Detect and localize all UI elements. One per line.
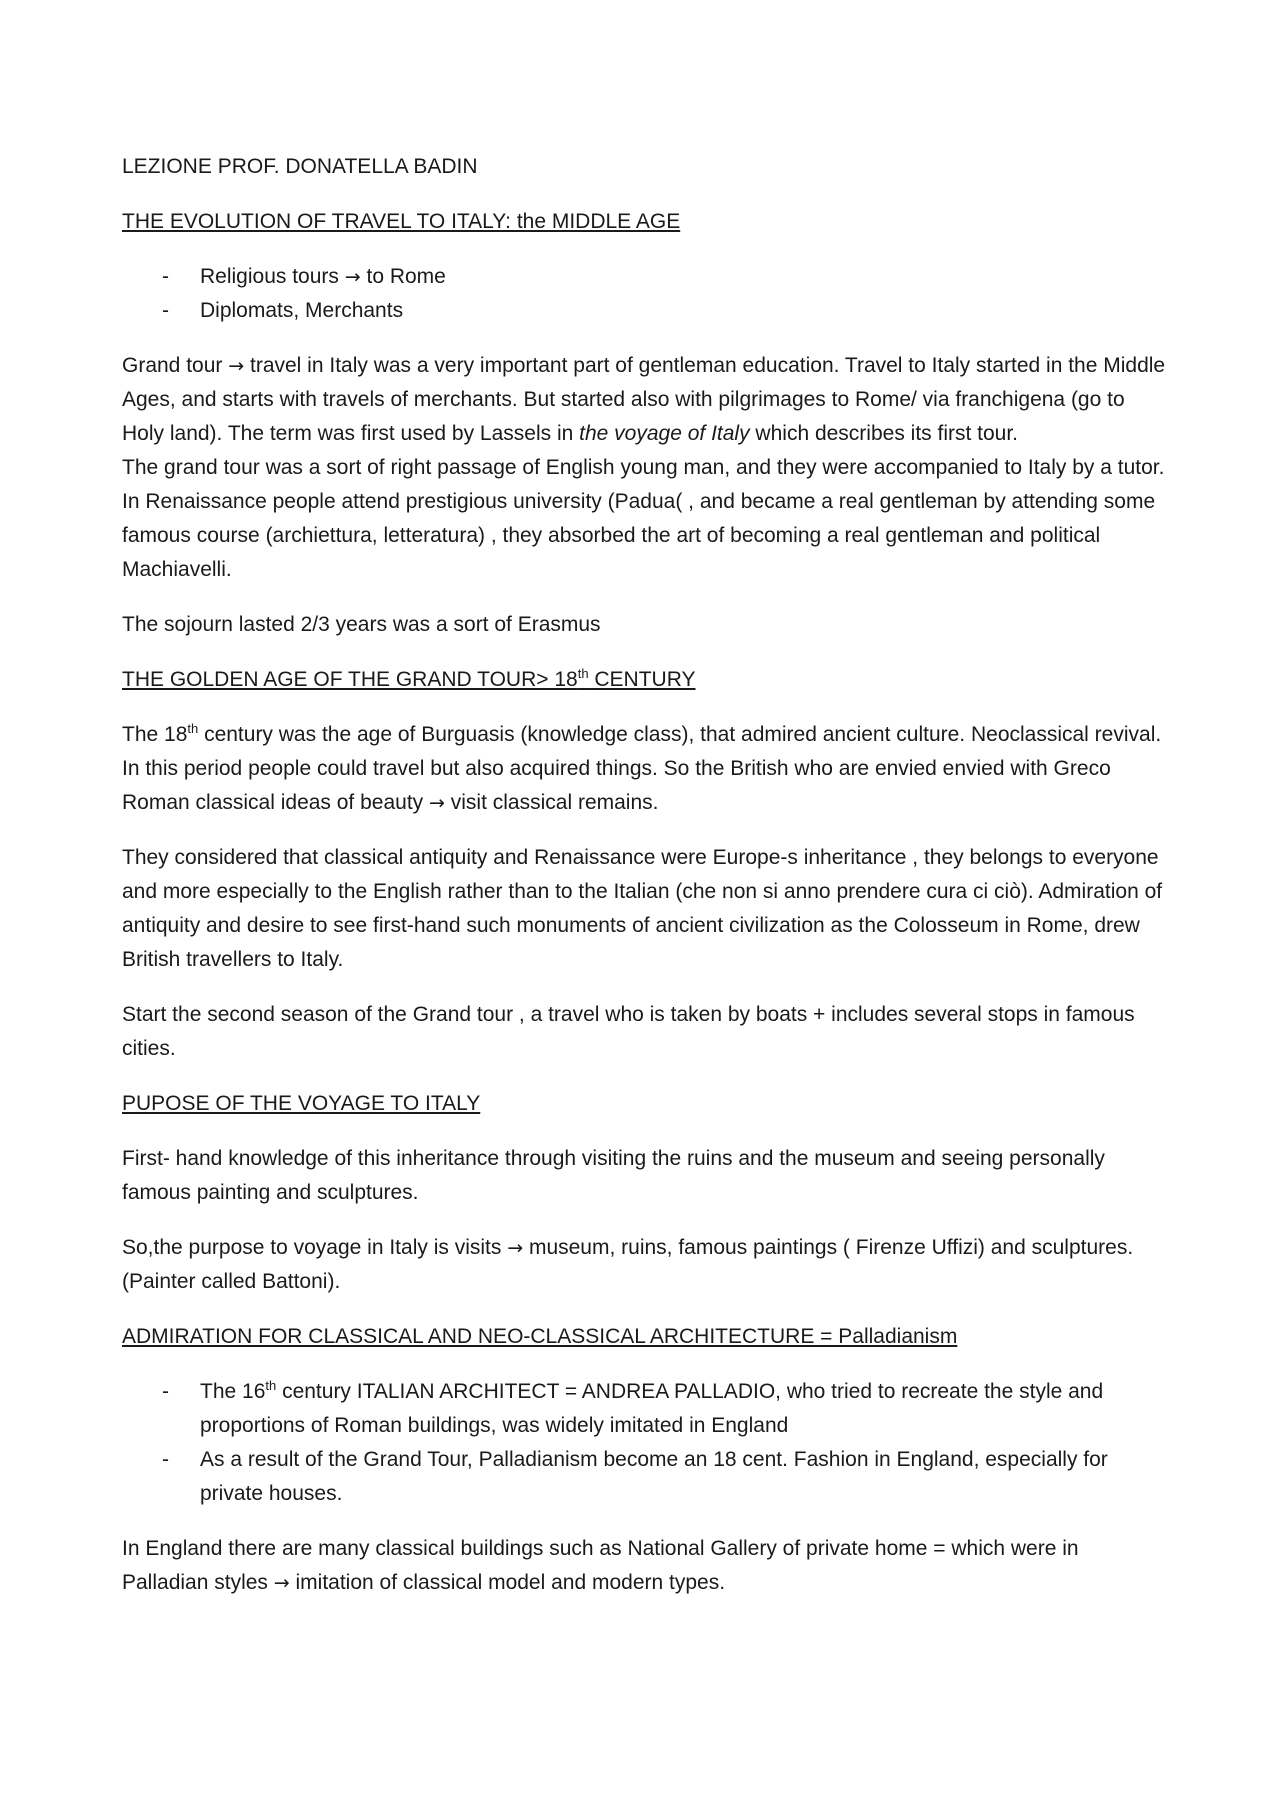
list-item: - As a result of the Grand Tour, Palladianism become an 18 cent. Fashion in England, especially for private houses. bbox=[122, 1443, 1167, 1511]
paragraph-grand-tour: Grand tour → travel in Italy was a very important part of gentleman education. Travel to Italy started in the Middle Ages, and starts with travels of merchants. But started also with pilgrimages to Rome/ via franchigena (go to Holy land). The term was first used by Lassels in the voyage of Italy which describes its first tour. bbox=[122, 354, 1166, 445]
arrow-right-icon: → bbox=[228, 355, 245, 377]
paragraph-first-hand: First- hand knowledge of this inheritance through visiting the ruins and the museum and seeing personally famous painting and sculptures. bbox=[122, 1147, 1105, 1204]
list-item: - Diplomats, Merchants bbox=[122, 294, 1167, 328]
dash-bullet: - bbox=[162, 299, 169, 322]
list-item: - Religious tours → to Rome bbox=[122, 260, 1167, 294]
middle-age-list bbox=[122, 260, 1167, 328]
arrow-right-icon: → bbox=[344, 266, 361, 288]
list-item: - The 16th century ITALIAN ARCHITECT = ANDREA PALLADIO, who tried to recreate the style and proportions of Roman buildings, was widely imitated in England bbox=[122, 1375, 1167, 1443]
section-heading-middle-age: THE EVOLUTION OF TRAVEL TO ITALY: the MIDDLE AGE bbox=[122, 210, 681, 233]
dash-bullet: - bbox=[162, 1448, 169, 1471]
section-heading-golden-age: THE GOLDEN AGE OF THE GRAND TOUR> 18th CENTURY bbox=[122, 666, 696, 691]
dash-bullet: - bbox=[162, 1380, 169, 1403]
paragraph-sojourn: The sojourn lasted 2/3 years was a sort of Erasmus bbox=[122, 613, 601, 636]
section-heading-palladianism: ADMIRATION FOR CLASSICAL AND NEO-CLASSICAL ARCHITECTURE = Palladianism bbox=[122, 1325, 958, 1348]
paragraph-second-season: Start the second season of the Grand tour , a travel who is taken by boats + includes several stops in famous cities. bbox=[122, 1003, 1135, 1060]
paragraph-england-buildings: In England there are many classical buildings such as National Gallery of private home = which were in Palladian styles → imitation of classical model and modern types. bbox=[122, 1537, 1079, 1594]
arrow-right-icon: → bbox=[507, 1237, 524, 1259]
dash-bullet: - bbox=[162, 265, 169, 288]
paragraph-18th-century: The 18th century was the age of Burguasis (knowledge class), that admired ancient culture. Neoclassical revival. In this period people could travel but also acquired things. So the British who are envied envied with Greco Roman classical ideas of beauty → visit classical remains. bbox=[122, 721, 1162, 814]
document-title-line bbox=[122, 150, 1167, 184]
document-page bbox=[122, 150, 1167, 1621]
arrow-right-icon: → bbox=[429, 792, 445, 814]
paragraph-purpose-visits: So,the purpose to voyage in Italy is visits → museum, ruins, famous paintings ( Firenze Uffizi) and sculptures. (Painter called Battoni). bbox=[122, 1236, 1134, 1293]
paragraph-inheritance: They considered that classical antiquity and Renaissance were Europe-s inheritance , they belongs to everyone and more especially to the English rather than to the Italian (che non si anno prendere cura ci ciò). Admiration of antiquity and desire to see first-hand such monuments of ancient civilization as the Colosseum in Rome, drew British travellers to Italy. bbox=[122, 846, 1163, 971]
paragraph-right-passage: The grand tour was a sort of right passage of English young man, and they were accompanied to Italy by a tutor. In Renaissance people attend prestigious university (Padua( , and became a real gentleman by attending some famous course (archiettura, letteratura) , they absorbed the art of becoming a real gentleman and political Machiavelli. bbox=[122, 456, 1165, 581]
arrow-right-icon: → bbox=[273, 1572, 290, 1594]
section-heading-purpose: PUPOSE OF THE VOYAGE TO ITALY bbox=[122, 1092, 481, 1115]
document-title: LEZIONE PROF. DONATELLA BADIN bbox=[122, 155, 478, 178]
book-title: the voyage of Italy bbox=[579, 422, 750, 445]
palladianism-list bbox=[122, 1375, 1167, 1511]
